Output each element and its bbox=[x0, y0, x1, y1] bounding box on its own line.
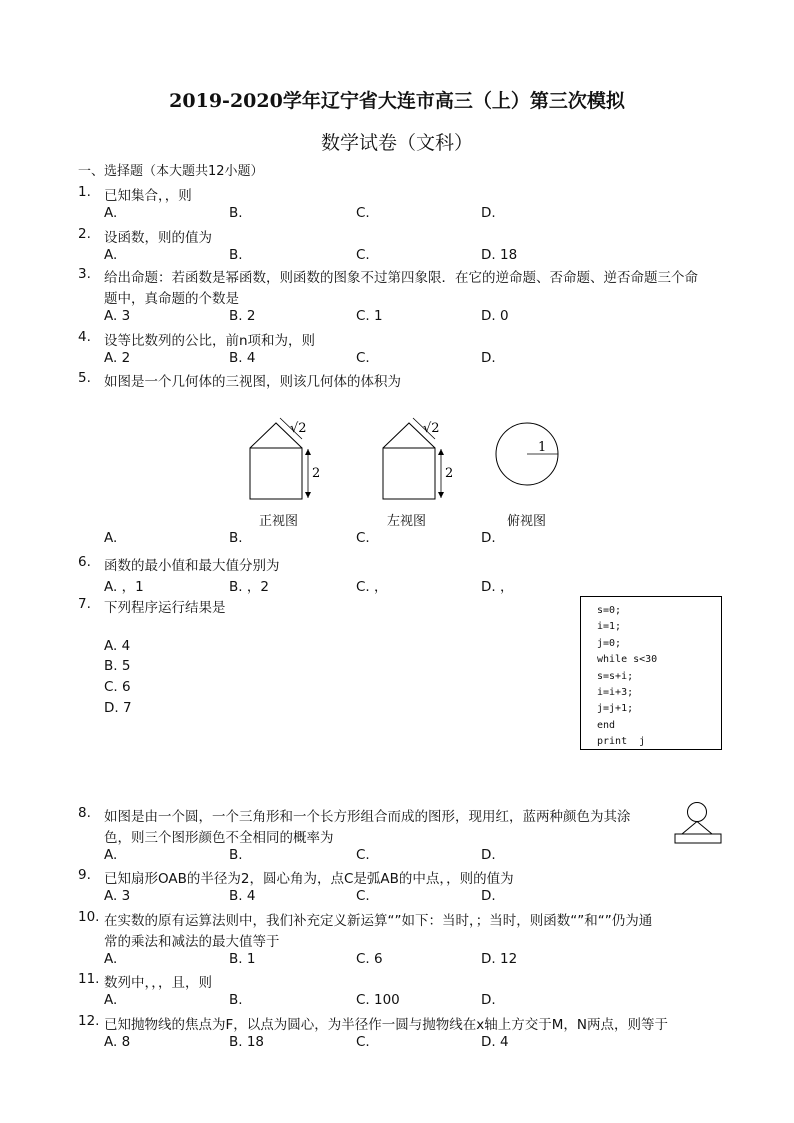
option-b[interactable]: B. bbox=[229, 205, 243, 221]
option-d[interactable]: D. 12 bbox=[481, 951, 518, 967]
option-b[interactable]: B. bbox=[229, 530, 243, 546]
option-c[interactable]: C. 6 bbox=[356, 951, 383, 967]
section-heading: 一、选择题（本大题共12小题） bbox=[78, 164, 264, 179]
question-text: 数列中，，，且，则 bbox=[104, 975, 212, 991]
program-line: while s<30 bbox=[597, 654, 658, 666]
option-d[interactable]: D. bbox=[481, 888, 496, 904]
question-text: 给出命题：若函数是幂函数，则函数的图象不过第四象限．在它的逆命题、否命题、逆否命题三个命 bbox=[104, 270, 698, 286]
option-a[interactable]: A. 4 bbox=[104, 638, 131, 654]
option-c[interactable]: C. 1 bbox=[356, 308, 383, 324]
question-number: 10. bbox=[78, 909, 100, 925]
program-line: s=s+i; bbox=[597, 670, 634, 682]
question-text: 下列程序运行结果是 bbox=[104, 600, 226, 616]
front-view-caption: 正视图 bbox=[259, 514, 299, 529]
option-d[interactable]: D. bbox=[481, 350, 496, 366]
option-d[interactable]: D. 18 bbox=[481, 247, 518, 263]
question-number: 4. bbox=[78, 329, 91, 345]
option-d[interactable]: D. bbox=[481, 847, 496, 863]
option-a[interactable]: A. bbox=[104, 847, 118, 863]
option-d[interactable]: D. 0 bbox=[481, 308, 509, 324]
option-a[interactable]: A. bbox=[104, 205, 118, 221]
option-c[interactable]: C. bbox=[356, 847, 370, 863]
question-number: 12. bbox=[78, 1013, 100, 1029]
question-number: 9. bbox=[78, 867, 91, 883]
option-b[interactable]: B. bbox=[229, 247, 243, 263]
option-a[interactable]: A. ，1 bbox=[104, 579, 144, 595]
question-number: 2. bbox=[78, 226, 91, 242]
option-a[interactable]: A. 2 bbox=[104, 350, 131, 366]
option-d[interactable]: D. ， bbox=[481, 579, 514, 595]
option-c[interactable]: C. bbox=[356, 888, 370, 904]
option-b[interactable]: B. 2 bbox=[229, 308, 256, 324]
option-c[interactable]: C. ， bbox=[356, 579, 388, 595]
option-b[interactable]: B. 18 bbox=[229, 1034, 265, 1050]
option-c[interactable]: C. bbox=[356, 530, 370, 546]
option-c[interactable]: C. bbox=[356, 247, 370, 263]
option-c[interactable]: C. 6 bbox=[104, 679, 131, 695]
option-c[interactable]: C. bbox=[356, 350, 370, 366]
program-line: s=0; bbox=[597, 605, 622, 616]
option-d[interactable]: D. 7 bbox=[104, 700, 132, 716]
question-text: 已知扇形OAB的半径为2，圆心角为，点C是弧AB的中点，，则的值为 bbox=[104, 871, 514, 887]
program-line: print j bbox=[597, 736, 646, 748]
three-view-figure bbox=[240, 412, 560, 512]
option-d[interactable]: D. bbox=[481, 992, 496, 1008]
top-view-drawing bbox=[496, 423, 558, 485]
question-text: 已知集合，，则 bbox=[104, 188, 192, 204]
side-view-caption: 左视图 bbox=[387, 514, 427, 529]
option-a[interactable]: A. bbox=[104, 992, 118, 1008]
question-text: 函数的最小值和最大值分别为 bbox=[104, 558, 280, 574]
option-b[interactable]: B. ，2 bbox=[229, 579, 269, 595]
question-text: 常的乘法和减法的最大值等于 bbox=[104, 934, 280, 950]
page-title: 2019-2020学年辽宁省大连市高三（上）第三次模拟 bbox=[169, 90, 625, 112]
question-text: 如图是由一个圆，一个三角形和一个长方形组合而成的图形，现用红，蓝两种颜色为其涂 bbox=[104, 809, 631, 825]
option-b[interactable]: B. 4 bbox=[229, 888, 256, 904]
option-a[interactable]: A. 3 bbox=[104, 308, 131, 324]
question-number: 6. bbox=[78, 554, 91, 570]
option-d[interactable]: D. bbox=[481, 205, 496, 221]
question-text: 如图是一个几何体的三视图，则该几何体的体积为 bbox=[104, 374, 401, 390]
option-a[interactable]: A. bbox=[104, 951, 118, 967]
question-text: 设等比数列的公比，前n项和为，则 bbox=[104, 333, 316, 349]
question-number: 11. bbox=[78, 971, 100, 987]
option-c[interactable]: C. bbox=[356, 205, 370, 221]
program-line: j=0; bbox=[597, 637, 622, 649]
program-line: j=j+1; bbox=[597, 703, 634, 715]
question-text: 在实数的原有运算法则中，我们补充定义新运算“”如下：当时，；当时，则函数“”和“”仍为通 bbox=[104, 913, 653, 929]
side-sqrt2-label: √2 bbox=[423, 421, 440, 436]
option-b[interactable]: B. 1 bbox=[229, 951, 256, 967]
page-subtitle: 数学试卷（文科） bbox=[320, 132, 473, 154]
option-a[interactable]: A. bbox=[104, 530, 118, 546]
question-number: 1. bbox=[78, 184, 91, 200]
circle-triangle-rectangle-figure bbox=[672, 800, 724, 848]
program-line: end bbox=[597, 719, 616, 731]
option-a[interactable]: A. 3 bbox=[104, 888, 131, 904]
top-view-caption: 俯视图 bbox=[507, 514, 547, 529]
front-height-label: 2 bbox=[312, 466, 321, 481]
option-b[interactable]: B. bbox=[229, 992, 243, 1008]
option-b[interactable]: B. bbox=[229, 847, 243, 863]
option-c[interactable]: C. 100 bbox=[356, 992, 400, 1008]
question-text: 已知抛物线的焦点为F，以点为圆心，为半径作一圆与抛物线在x轴上方交于M，N两点，则等于 bbox=[104, 1017, 668, 1033]
top-radius-label: 1 bbox=[538, 440, 547, 455]
option-a[interactable]: A. 8 bbox=[104, 1034, 131, 1050]
option-d[interactable]: D. bbox=[481, 530, 496, 546]
question-number: 7. bbox=[78, 596, 91, 612]
option-b[interactable]: B. 4 bbox=[229, 350, 256, 366]
front-sqrt2-label: √2 bbox=[290, 421, 307, 436]
question-text: 色，则三个图形颜色不全相同的概率为 bbox=[104, 830, 334, 846]
question-number: 5. bbox=[78, 370, 91, 386]
side-height-label: 2 bbox=[445, 466, 454, 481]
question-text: 题中，真命题的个数是 bbox=[104, 291, 239, 307]
program-code-box bbox=[580, 596, 722, 750]
option-d[interactable]: D. 4 bbox=[481, 1034, 509, 1050]
question-text: 设函数，则的值为 bbox=[104, 230, 212, 246]
question-number: 8. bbox=[78, 805, 91, 821]
option-b[interactable]: B. 5 bbox=[104, 658, 131, 674]
program-line: i=i+3; bbox=[597, 687, 634, 699]
question-number: 3. bbox=[78, 266, 91, 282]
program-line: i=1; bbox=[597, 621, 622, 633]
option-c[interactable]: C. bbox=[356, 1034, 370, 1050]
option-a[interactable]: A. bbox=[104, 247, 118, 263]
